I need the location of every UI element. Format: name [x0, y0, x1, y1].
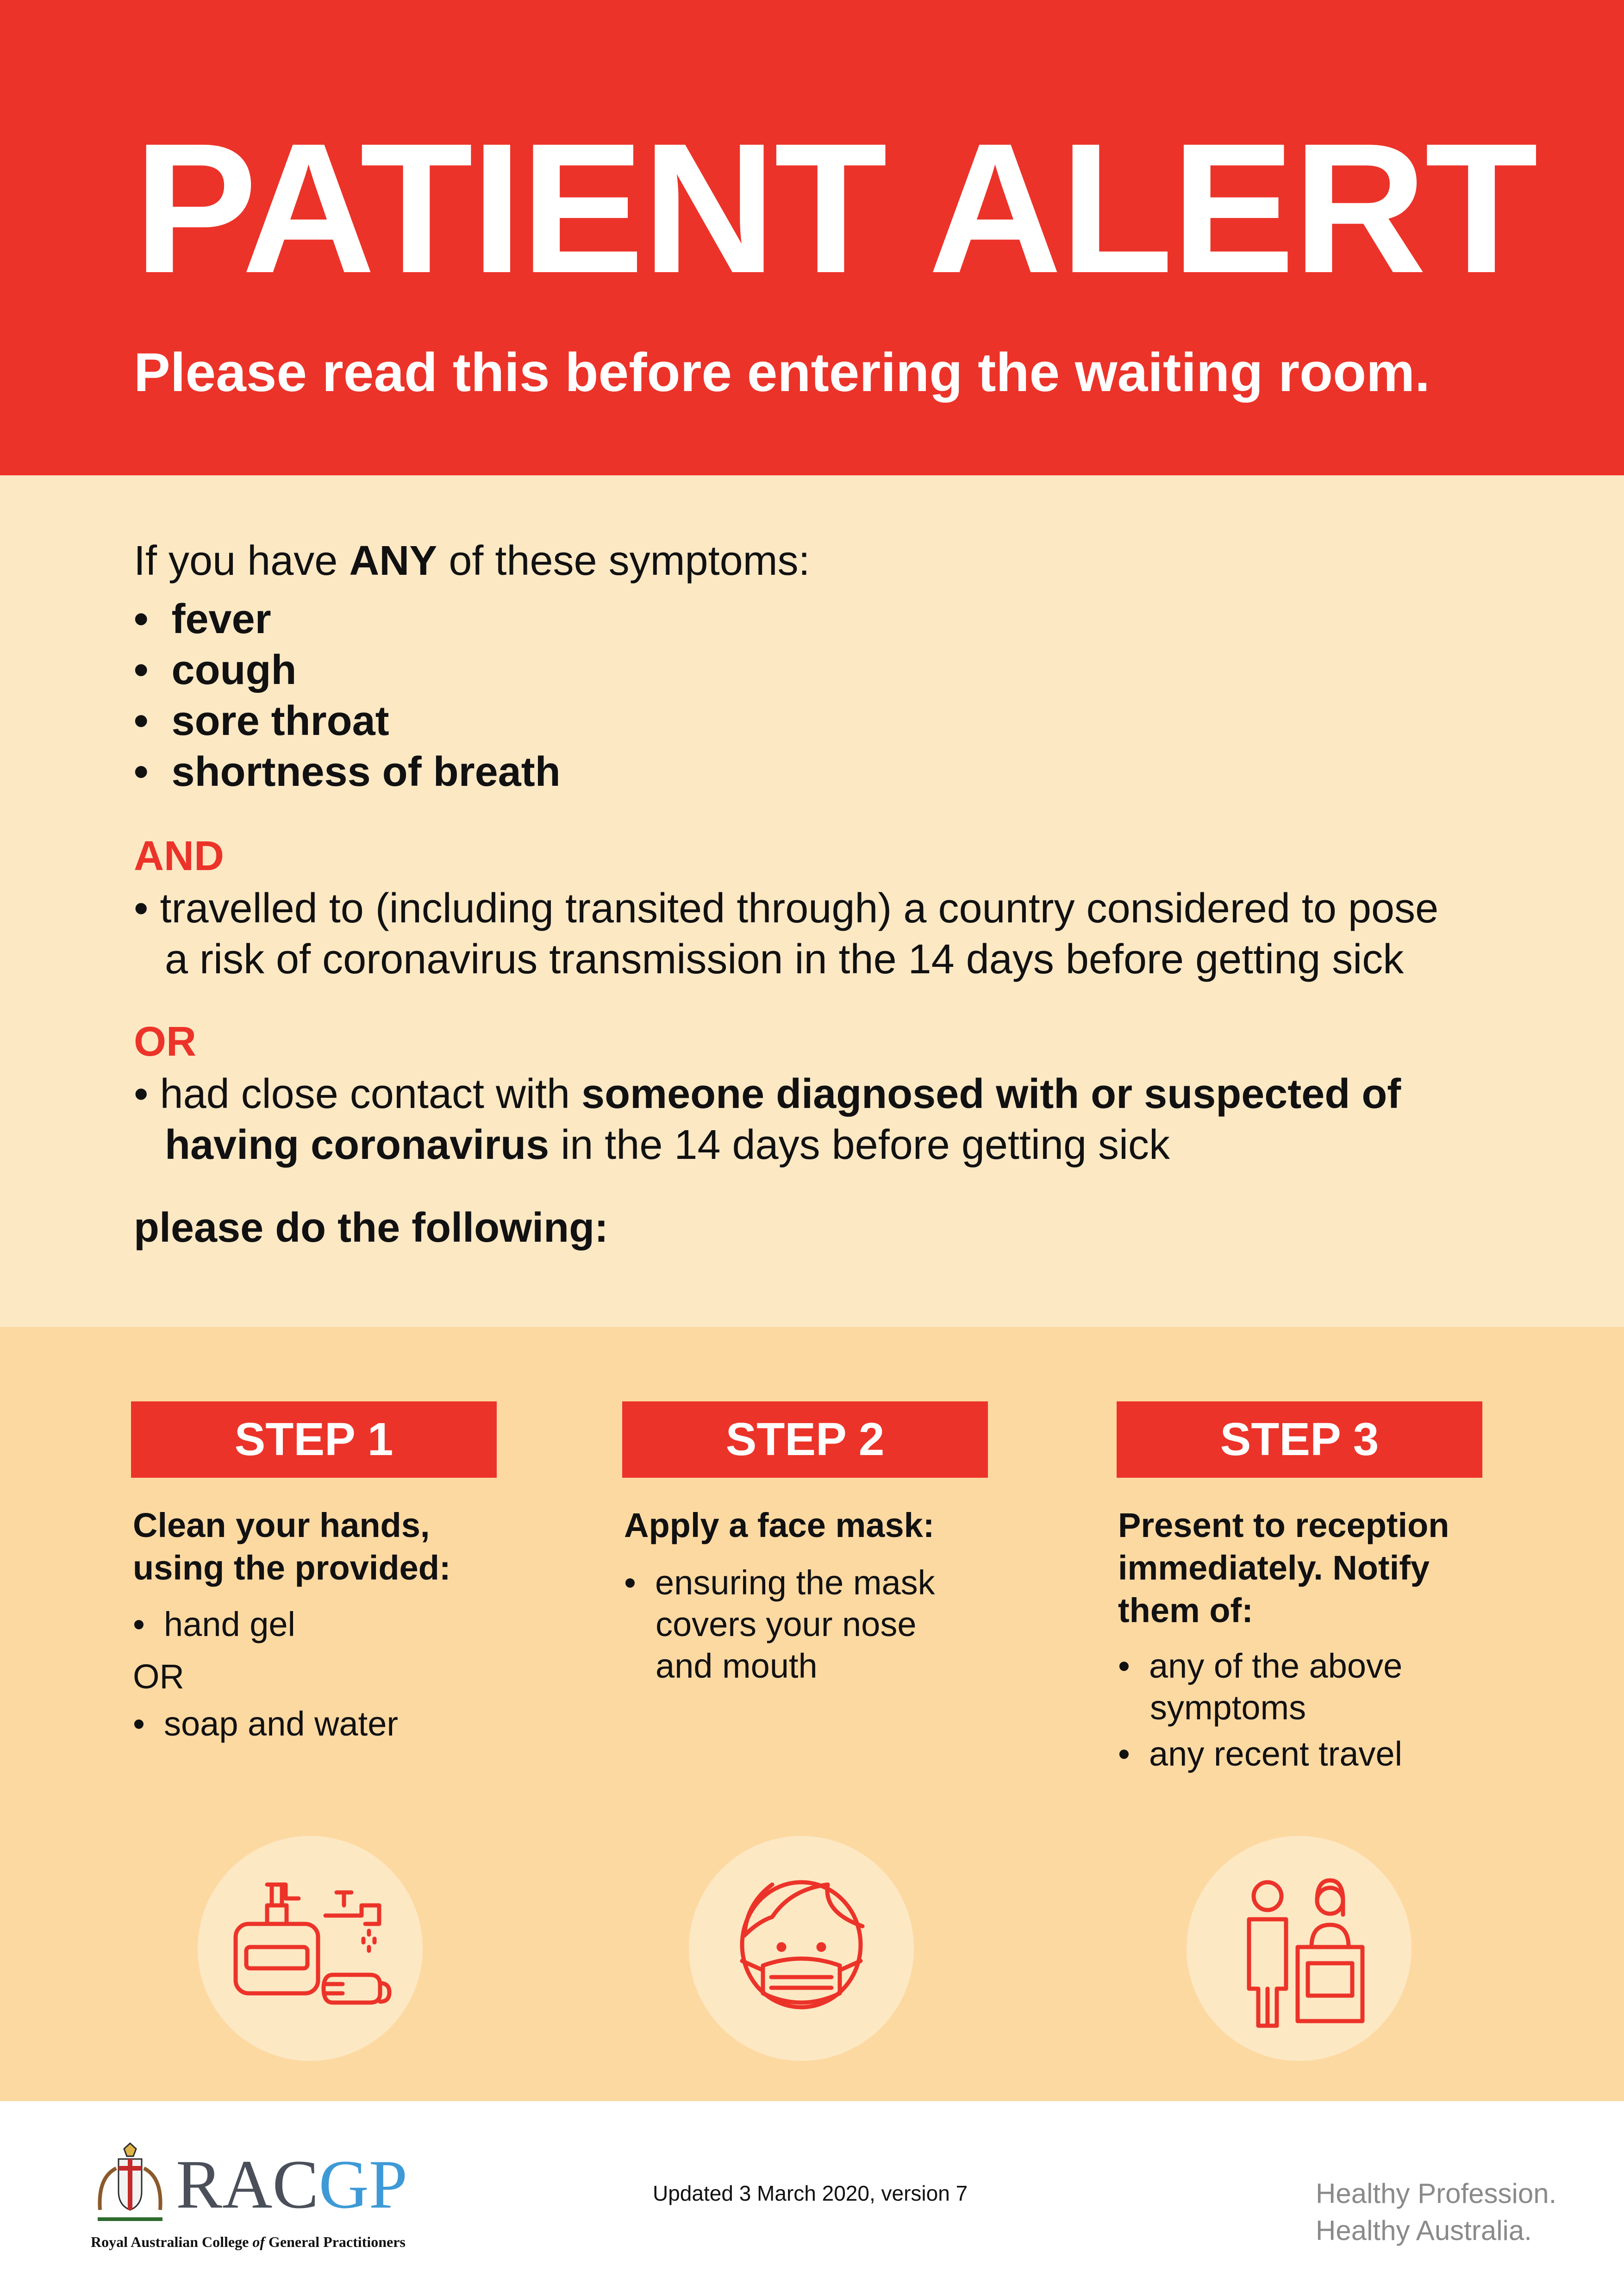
step-3-item: • any of the above [1118, 1647, 1403, 1685]
face-mask-icon [689, 1836, 914, 2061]
college-name-of: of [252, 2234, 265, 2250]
or-label: OR [134, 1019, 196, 1065]
step-2-item-cont: covers your nose [656, 1605, 917, 1643]
symptom-item: • sore throat [134, 698, 389, 744]
symptom-item: • shortness of breath [134, 749, 561, 795]
step-3-item-label: any recent travel [1149, 1735, 1403, 1773]
logo-rac: RAC [176, 2146, 319, 2223]
college-name-start: Royal Australian College [91, 2234, 253, 2250]
step-2-item: • ensuring the mask [624, 1563, 935, 1602]
hand-wash-icon [198, 1836, 423, 2061]
logo-gp: GP [319, 2146, 408, 2223]
step-1-heading-cont: using the provided: [133, 1549, 451, 1587]
racgp-logo-wordmark [176, 2146, 408, 2223]
travel-text: travelled to (including transited through) a country considered to pose [160, 885, 1439, 932]
travel-text-cont: a risk of coronavirus transmission in the 14 days before getting sick [165, 936, 1404, 983]
step-2-item-label: ensuring the mask [655, 1563, 935, 1602]
step-1-badge: STEP 1 [131, 1401, 497, 1478]
page-subtitle: Please read this before entering the waiting room. [134, 342, 1430, 403]
symptoms-intro [134, 535, 810, 586]
step-1-item-label: soap and water [164, 1705, 399, 1743]
symptom-label: cough [171, 647, 297, 693]
contact-emphasis: someone diagnosed with or suspected of [581, 1071, 1401, 1117]
step-1-or: OR [133, 1657, 184, 1696]
reception-icon [1187, 1836, 1412, 2061]
contact-emphasis-cont: having coronavirus [165, 1122, 550, 1168]
step-3-item-label: any of the above [1149, 1647, 1403, 1685]
intro-text: If you have [134, 538, 350, 584]
tagline-line1: Healthy Profession. [1316, 2178, 1557, 2209]
tagline-line2: Healthy Australia. [1316, 2215, 1532, 2246]
step-2-badge: STEP 2 [622, 1401, 988, 1478]
action-heading: please do the following: [134, 1205, 609, 1251]
step-3-heading-cont: immediately. Notify [1118, 1549, 1430, 1587]
step-2-heading: Apply a face mask: [624, 1506, 935, 1544]
contact-text-end: in the 14 days before getting sick [549, 1122, 1170, 1168]
contact-text: had close contact with [160, 1071, 582, 1117]
step-1-item: • hand gel [133, 1605, 295, 1643]
intro-emphasis: ANY [349, 538, 437, 584]
contact-item-cont [165, 1120, 1170, 1170]
college-name-end: General Practitioners [264, 2234, 406, 2250]
contact-item: • had close contact with someone diagnosed with or suspected of [134, 1071, 1401, 1117]
page-title: PATIENT ALERT [134, 105, 1537, 311]
racgp-crest-icon [91, 2140, 169, 2228]
step-3-badge: STEP 3 [1117, 1401, 1482, 1478]
step-3-heading: Present to reception [1118, 1506, 1449, 1544]
intro-text-end: of these symptoms: [437, 538, 810, 584]
travel-item: • travelled to (including transited through) a country considered to pose [134, 885, 1439, 932]
symptom-item: • cough [134, 647, 297, 693]
step-1-item-label: hand gel [164, 1605, 295, 1643]
symptom-label: shortness of breath [171, 749, 561, 795]
college-name [91, 2234, 406, 2251]
step-1-item: • soap and water [133, 1705, 399, 1743]
symptom-item: • fever [134, 596, 271, 642]
version-note: Updated 3 March 2020, version 7 [653, 2181, 968, 2205]
step-3-item-cont: symptoms [1150, 1688, 1306, 1727]
step-3-item: • any recent travel [1118, 1735, 1403, 1773]
and-label: AND [134, 833, 224, 879]
step-3-heading-cont: them of: [1118, 1591, 1253, 1630]
step-1-heading: Clean your hands, [133, 1506, 430, 1544]
symptom-label: sore throat [171, 698, 389, 744]
step-2-item-cont: and mouth [656, 1647, 818, 1685]
symptom-label: fever [171, 596, 271, 642]
